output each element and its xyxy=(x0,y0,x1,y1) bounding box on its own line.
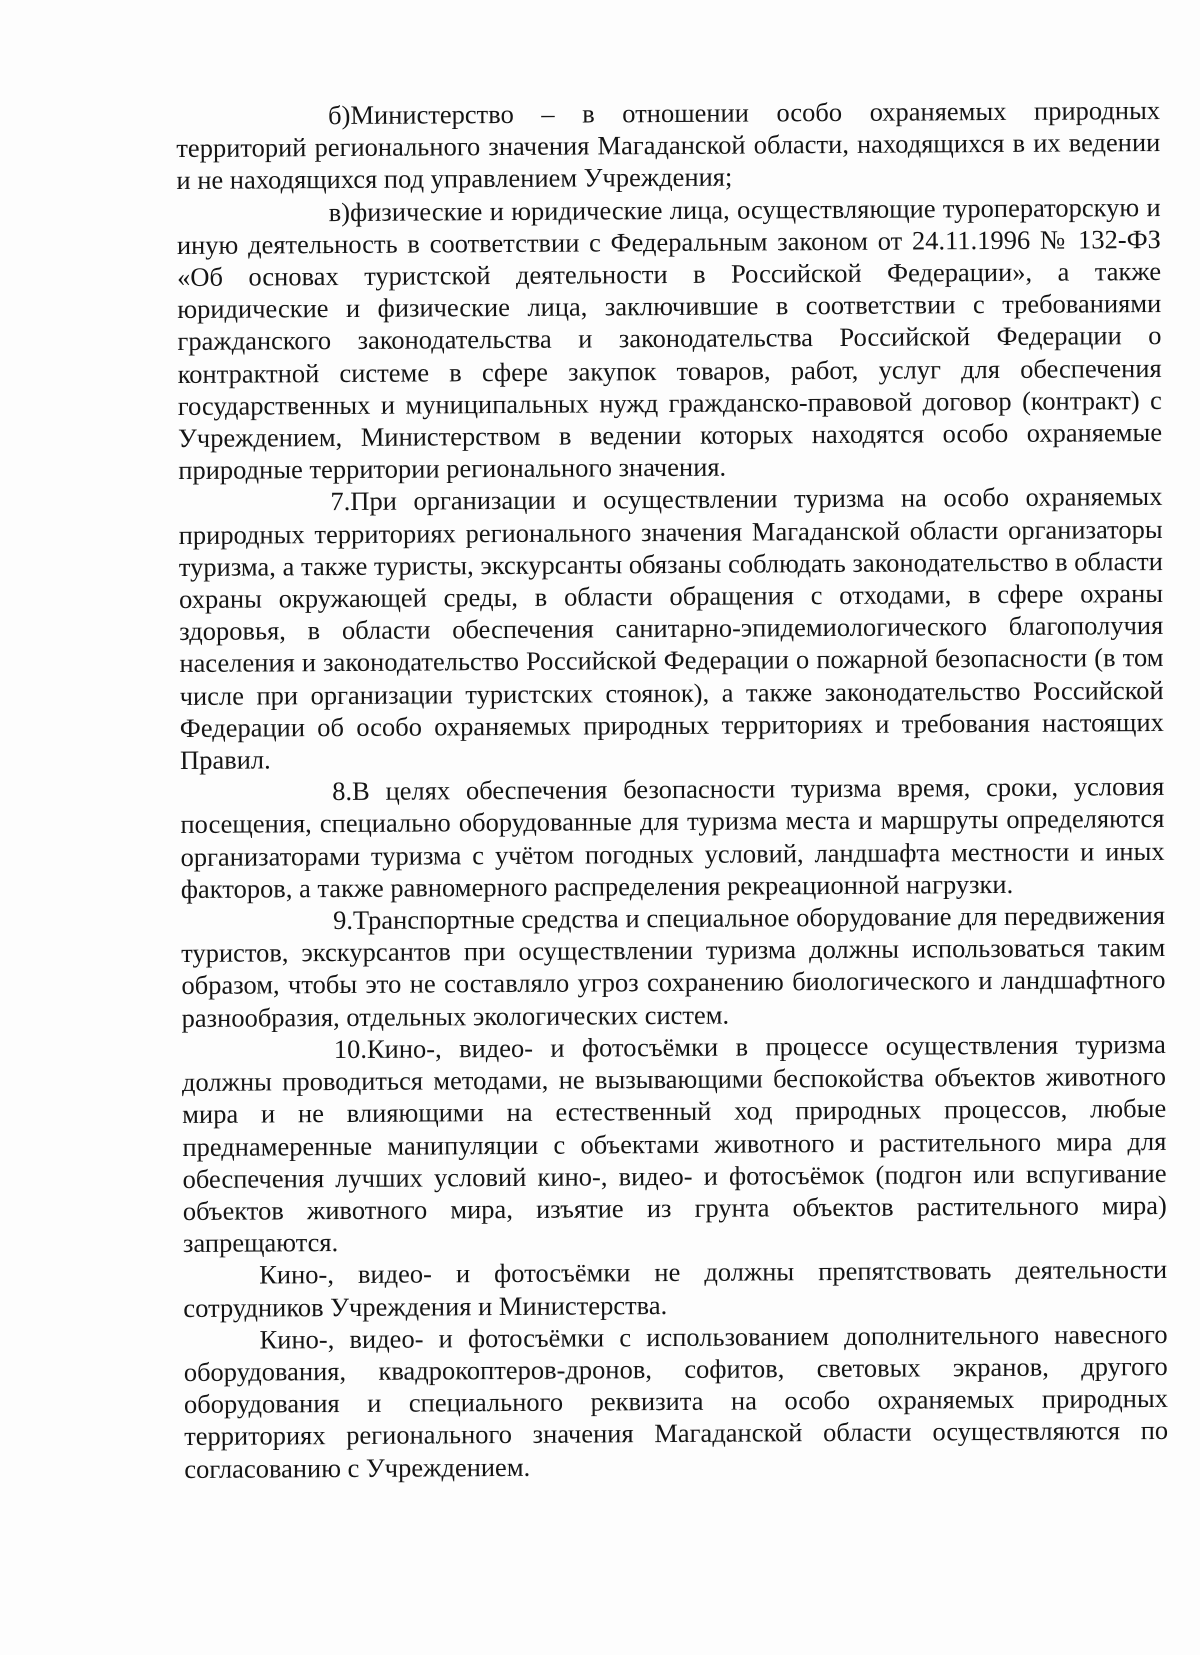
paragraph-7 xyxy=(178,480,1164,776)
paragraph-10-continued-1 xyxy=(183,1253,1167,1323)
paragraph-text: Транспортные средства и специальное оборудование для передвижения туристов, экскурсантов при осуществлении туризма должны использоваться таким образом, чтобы это не составляло угроз сохранению биологического и ландшафтного разнообразия, отдельных экологических систем. xyxy=(181,900,1166,1033)
paragraph-number: б) xyxy=(328,99,351,131)
paragraph-10 xyxy=(182,1028,1167,1259)
document-body xyxy=(176,94,1168,1485)
paragraph-text: физические и юридические лица, осуществляющие туроператорскую и иную деятельность в соответствии с Федеральным законом от 24.11.1996 № 132-ФЗ «Об основах туристской деятельности в Российской Федерации», а также юридические и физические лица, заключившие в соответствии с требованиями гражданского законодательства и законодательства Российской Федерации о контрактной системе в сфере закупок товаров, работ, услуг для обеспечения государственных и муниципальных нужд гражданско-правовой договор (контракт) с Учреждением, Министерством в ведении которых находятся особо охраняемые природные территории регионального значения. xyxy=(176,191,1163,486)
paragraph-v xyxy=(177,191,1163,487)
paragraph-10-continued-2 xyxy=(183,1318,1168,1485)
paragraph-text: Министерство – в отношении особо охраняемых природных территорий регионального значения Магаданской области, находящихся в их ведении и не находящихся под управлением Учреждения; xyxy=(176,94,1161,196)
paragraph-number: 7. xyxy=(330,486,351,517)
paragraph-text: В целях обеспечения безопасности туризма время, сроки, условия посещения, специально оборудованные для туризма места и маршруты определяются организаторами туризма с учётом погодных условий, ландшафта местности и иных факторов, а также равномерного распределения рекреационной нагрузки. xyxy=(180,771,1165,904)
paragraph-b xyxy=(176,94,1161,197)
paragraph-text: Кино-, видео- и фотосъёмки с использованием дополнительного навесного оборудования, квадрокоптеров-дронов, софитов, световых экранов, другого оборудования и специального реквизита на особо охраняемых природных территориях регионального значения Магаданской области осуществляются по согласованию с Учреждением. xyxy=(183,1318,1169,1484)
paragraph-number: 10. xyxy=(333,1033,368,1064)
paragraph-text: Кино-, видео- и фотосъёмки в процессе осуществления туризма должны проводиться методами, не вызывающими беспокойства объектов животного мира и не влияющими на естественный ход природных процессов, любые преднамеренные манипуляции с объектами животного и растительного мира для обеспечения лучших условий кино-, видео- и фотосъёмок (подгон или вспугивание объектов животного мира, изъятие из грунта объектов растительного мира) запрещаются. xyxy=(181,1028,1167,1259)
paragraph-text: Кино-, видео- и фотосъёмки не должны препятствовать деятельности сотрудников Учреждения и Министерства. xyxy=(183,1254,1168,1323)
paragraph-number: 9. xyxy=(332,905,353,936)
paragraph-8 xyxy=(180,770,1165,905)
paragraph-text: При организации и осуществлении туризма на особо охраняемых природных территориях регионального значения Магаданской области организаторы туризма, а также туристы, экскурсанты обязаны соблюдать законодательство в области охраны окружающей среды, в области обращения с отходами, в сфере охраны здоровья, в области обеспечения санитарно-эпидемиологического благополучия населения и законодательство Российской Федерации о пожарной безопасности (в том числе при организации туристских стоянок), а также законодательство Российской Федерации об особо охраняемых природных территориях и требования настоящих Правил. xyxy=(178,481,1164,776)
paragraph-number: в) xyxy=(328,196,351,227)
paragraph-9 xyxy=(181,899,1166,1034)
paragraph-number: 8. xyxy=(332,776,353,807)
